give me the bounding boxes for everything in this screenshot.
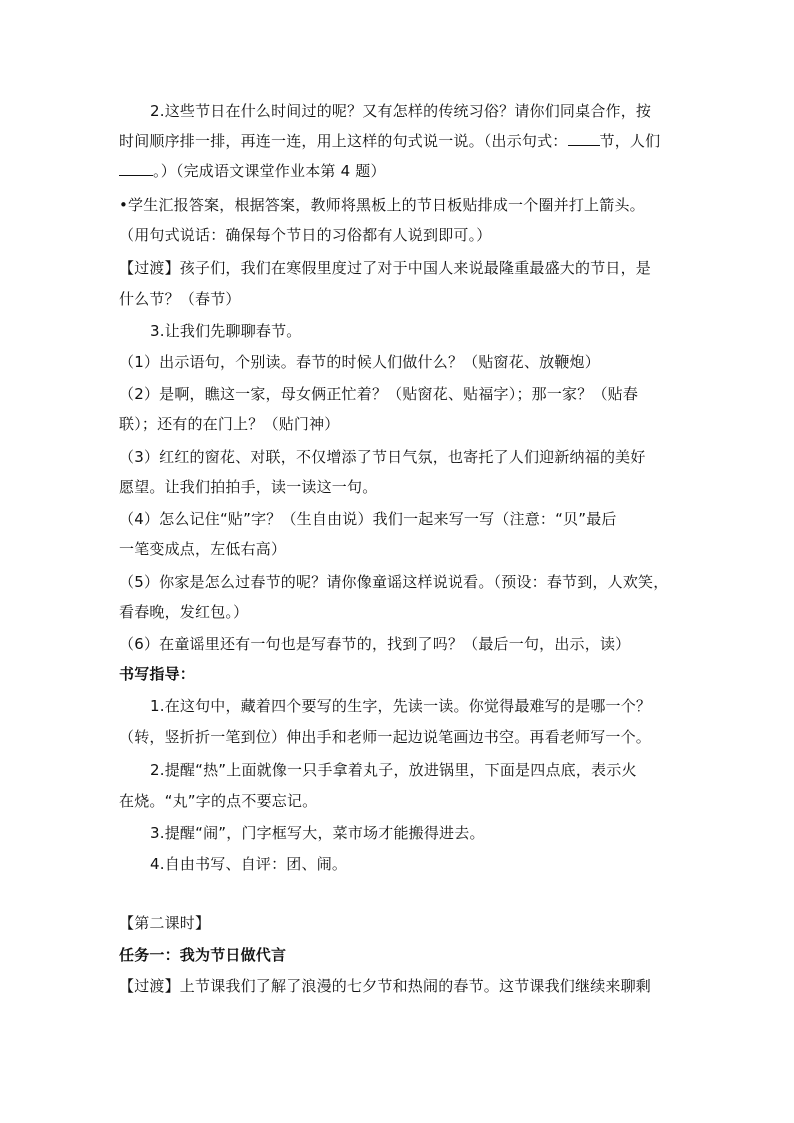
- paragraph-line: 一笔变成点，左低右高）: [119, 540, 287, 558]
- paragraph-line: 联）；还有的在门上？（贴门神）: [119, 415, 340, 433]
- paragraph-line: 愿望。让我们拍拍手，读一读这一句。: [119, 478, 378, 496]
- paragraph-line: 3.提醒“闹”，门字框写大，菜市场才能搬得进去。: [150, 824, 485, 842]
- text-segment: 时间顺序排一排，再连一连，用上这样的句式说一说。（出示句式：: [119, 132, 568, 150]
- paragraph-line: （1）出示语句，个别读。春节的时候人们做什么？（贴窗花、放鞭炮）: [119, 353, 600, 371]
- paragraph-line: （2）是啊，瞧这一家，母女俩正忙着？（贴窗花、贴福字）；那一家？（贴春: [119, 385, 639, 403]
- paragraph-line: 看春晚，发红包。）: [119, 603, 249, 621]
- section-heading: 书写指导：: [119, 665, 196, 683]
- paragraph-line: 1.在这句中，藏着四个要写的生字，先读一读。你觉得最难写的是哪一个？: [150, 697, 652, 715]
- paragraph-line: （用句式说话：确保每个节日的习俗都有人说到即可。）: [119, 226, 492, 244]
- paragraph-line: 【过渡】上节课我们了解了浪漫的七夕节和热闹的春节。这节课我们继续来聊剩: [119, 977, 652, 995]
- paragraph-line: （4）怎么记住“贴”字？（生自由说）我们一起来写一写（注意：“贝”最后: [119, 510, 617, 528]
- paragraph-line: （转，竖折折一笔到位）伸出手和老师一起边说笔画边书空。再看老师写一个。: [119, 728, 652, 746]
- text-segment: 。）（完成语文课堂作业本第 4 题）: [153, 162, 386, 180]
- fill-blank: [119, 161, 153, 176]
- lesson-heading: 【第二课时】: [119, 914, 211, 932]
- paragraph-line: 在烧。“丸”字的点不要忘记。: [119, 792, 318, 810]
- fill-blank: [568, 131, 600, 146]
- paragraph-line: 什么节？（春节）: [119, 290, 241, 308]
- paragraph-line: 【过渡】孩子们，我们在寒假里度过了对于中国人来说最隆重最盛大的节日，是: [119, 259, 652, 277]
- text-segment: 节，人们: [599, 132, 661, 150]
- paragraph-line: （5）你家是怎么过春节的呢？请你像童谣这样说说看。（预设：春节到，人欢笑，: [119, 573, 669, 591]
- paragraph-line: （6）在童谣里还有一句也是写春节的，找到了吗？（最后一句，出示，读）: [119, 635, 631, 653]
- paragraph-line: 2.这些节日在什么时间过的呢？又有怎样的传统习俗？请你们同桌合作，按: [150, 102, 652, 120]
- paragraph-line: [119, 160, 386, 182]
- task-heading: 任务一：我为节日做代言: [119, 946, 287, 964]
- paragraph-line: 4.自由书写、自评：团、闹。: [150, 855, 348, 873]
- paragraph-line: •学生汇报答案，根据答案，教师将黑板上的节日板贴排成一个圈并打上箭头。: [119, 196, 645, 214]
- paragraph-line: 3.让我们先聊聊春节。: [150, 322, 302, 340]
- paragraph-line: （3）红红的窗花、对联，不仅增添了节日气氛，也寄托了人们迎新纳福的美好: [119, 448, 646, 466]
- paragraph-line: 2.提醒“热”上面就像一只手拿着丸子，放进锅里，下面是四点底，表示火: [150, 761, 637, 779]
- paragraph-line: [119, 130, 660, 152]
